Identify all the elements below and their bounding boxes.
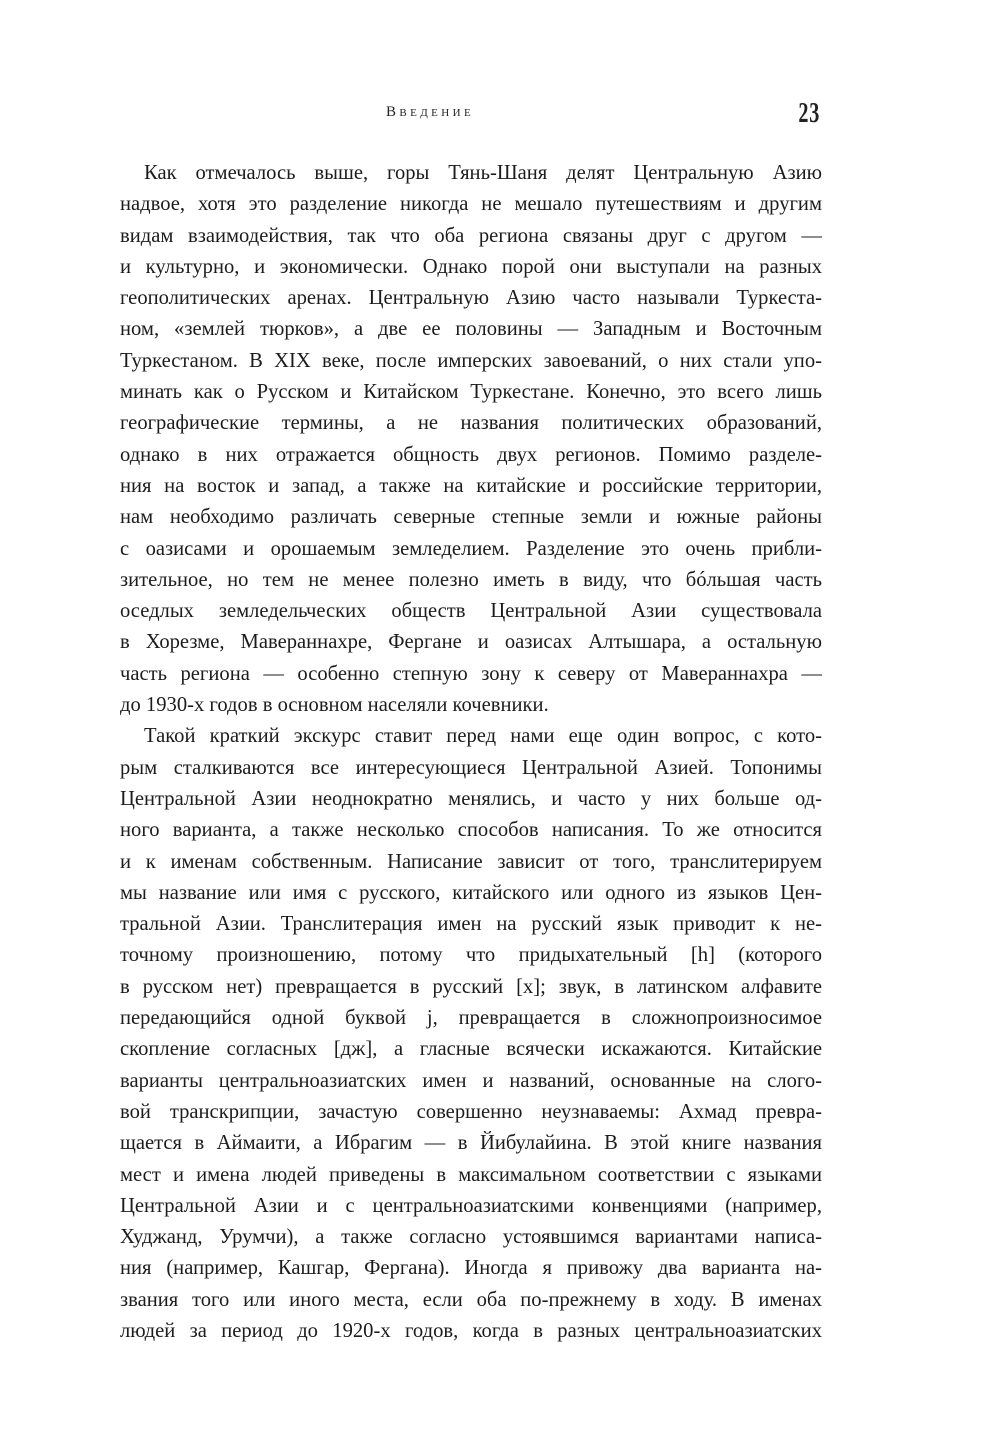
text-line: Центральной Азии неоднократно менялись, и часто у них больше од- [120,787,822,810]
body-text [120,158,822,1347]
text-line: и к именам собственным. Написание зависит от того, транслитерируем [120,850,822,873]
text-line: скопление согласных [дж], а гласные всячески искажаются. Китайские [120,1038,822,1061]
text-line: ния на восток и запад, а также на китайские и российские территории, [120,474,822,497]
text-line: ния (например, Кашгар, Фергана). Иногда я привожу два варианта на- [120,1257,822,1280]
text-line: ного варианта, а также несколько способов написания. То же относится [120,819,822,842]
text-line: Худжанд, Урумчи), а также согласно устоявшимся вариантами написа- [120,1226,822,1249]
text-line: вой транскрипции, зачастую совершенно неузнаваемы: Ахмад превра- [120,1100,822,1123]
text-line: передающийся одной буквой j, превращается в сложнопроизносимое [120,1007,822,1030]
text-line: и культурно, и экономически. Однако порой они выступали на разных [120,255,822,278]
text-line: в русском нет) превращается в русский [х]; звук, в латинском алфавите [120,975,822,998]
paragraph-1 [120,158,822,721]
text-line: видам взаимодействия, так что оба региона связаны друг с другом — [120,224,822,247]
text-line: мы название или имя с русского, китайского или одного из языков Цен- [120,881,822,904]
text-line: варианты центральноазиатских имен и названий, основанные на слого- [120,1069,822,1092]
text-line: геополитических аренах. Центральную Азию часто называли Туркеста- [120,287,822,310]
text-line: оседлых земледельческих обществ Центральной Азии существовала [120,600,822,623]
page-number: 23 [798,98,820,129]
text-line: точному произношению, потому что придыхательный [h] (которого [120,944,822,967]
text-line: минать как о Русском и Китайском Туркестане. Конечно, это всего лишь [120,381,822,404]
text-line: щается в Аймаити, а Ибрагим — в Йибулайина. В этой книге названия [120,1132,822,1155]
text-line: часть региона — особенно степную зону к северу от Мавераннахра — [120,662,822,685]
text-line: рым сталкиваются все интересующиеся Центральной Азией. Топонимы [120,756,822,779]
text-line: с оазисами и орошаемым земледелием. Разделение это очень прибли- [120,537,822,560]
text-line: тральной Азии. Транслитерация имен на русский язык приводит к не- [120,913,822,936]
text-line: до 1930-х годов в основном населяли кочевники. [120,694,549,717]
text-line: в Хорезме, Мавераннахре, Фергане и оазисах Алтышара, а остальную [120,631,822,654]
text-line: надвое, хотя это разделение никогда не мешало путешествиям и другим [120,193,822,216]
text-line: географические термины, а не названия политических образований, [120,412,822,435]
text-line: зительное, но тем не менее полезно иметь в виду, что бóльшая часть [120,568,822,591]
text-line: однако в них отражается общность двух регионов. Помимо разделе- [120,443,822,466]
text-line: людей за период до 1920-х годов, когда в разных центральноазиатских [120,1319,822,1342]
text-line: Туркестаном. В XIX веке, после имперских завоеваний, о них стали упо- [120,349,822,372]
text-line: Как отмечалось выше, горы Тянь-Шаня делят Центральную Азию [144,162,822,184]
text-line: Такой краткий экскурс ставит перед нами еще один вопрос, с кото- [144,725,822,748]
text-line: ном, «землей тюрков», а две ее половины — Западным и Восточным [120,318,822,341]
paragraph-2 [120,721,822,1347]
running-head [0,98,992,130]
section-title: Введение [386,104,475,120]
text-line: звания того или иного места, если оба по-прежнему в ходу. В именах [120,1288,822,1311]
text-line: мест и имена людей приведены в максимальном соответствии с языками [120,1163,822,1186]
text-line: Центральной Азии и с центральноазиатскими конвенциями (например, [120,1194,822,1217]
text-line: нам необходимо различать северные степные земли и южные районы [120,506,822,529]
